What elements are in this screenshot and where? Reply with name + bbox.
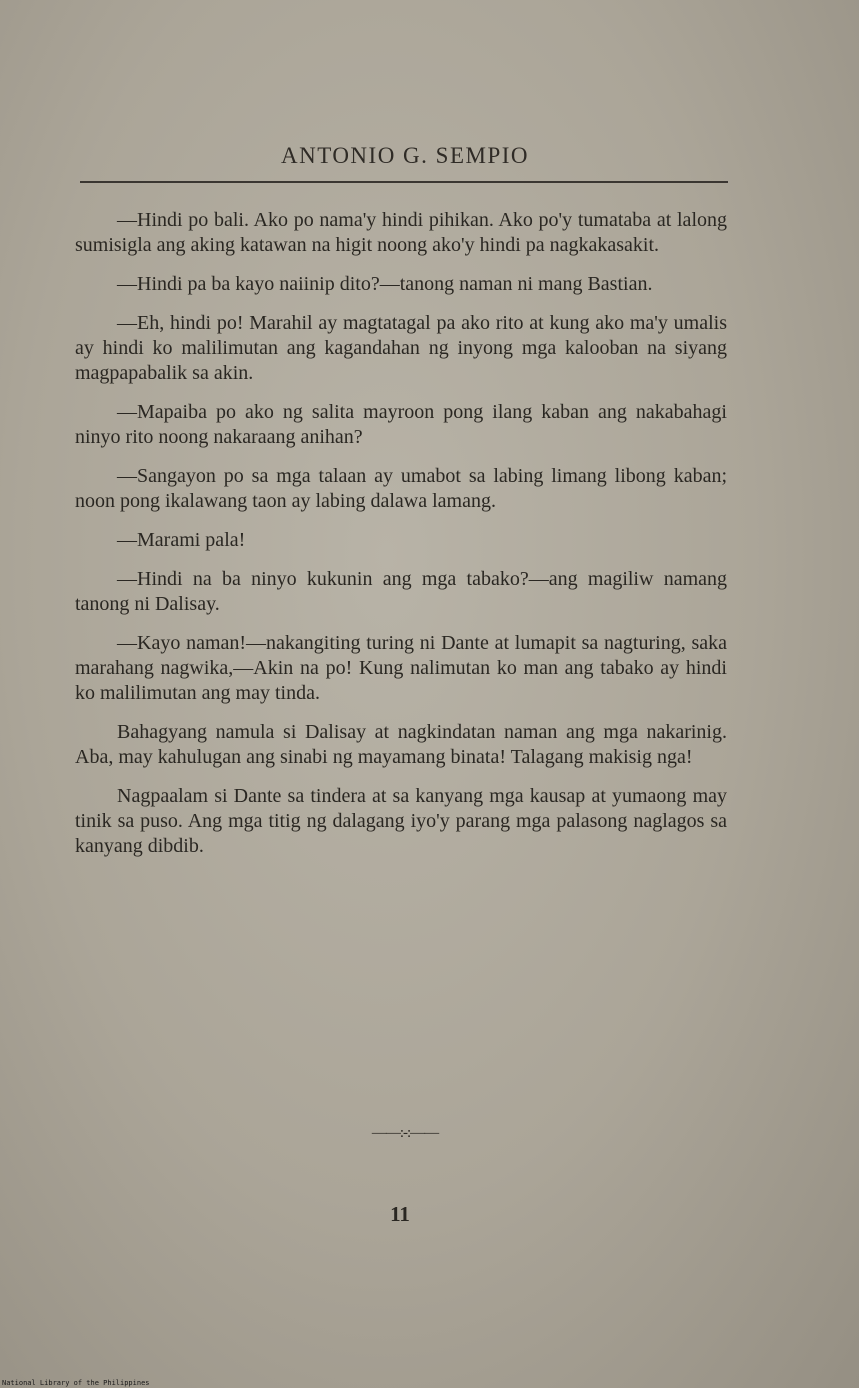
paragraph: Bahagyang namula si Dalisay at nagkindatan naman ang mga nakarinig. Aba, may kahulugan ang sinabi ng mayamang binata! Talagang makisig nga!: [75, 721, 727, 768]
paragraph: —Eh, hindi po! Marahil ay magtatagal pa ako rito at kung ako ma'y umalis ay hindi ko malilimutan ang kagandahan ng inyong mga kalooban na siyang magpapabalik sa akin.: [75, 312, 727, 384]
paragraph: —Hindi pa ba kayo naiinip dito?—tanong naman ni mang Bastian.: [117, 273, 653, 295]
paragraph: —Hindi na ba ninyo kukunin ang mga tabako?—ang magiliw namang tanong ni Dalisay.: [75, 568, 727, 615]
library-footer: National Library of the Philippines: [2, 1379, 150, 1387]
section-separator: ——:-:——: [371, 1125, 439, 1141]
body-text: [75, 208, 727, 873]
paragraph: —Marami pala!: [117, 529, 246, 551]
paragraph: —Mapaiba po ako ng salita mayroon pong ilang kaban ang nakabahagi ninyo rito noong nakaraang anihan?: [75, 401, 727, 448]
paragraph: —Hindi po bali. Ako po nama'y hindi pihikan. Ako po'y tumataba at lalong sumisigla ang aking katawan na higit noong ako'y hindi pa nagkakasakit.: [75, 209, 727, 256]
paragraph: —Sangayon po sa mga talaan ay umabot sa labing limang libong kaban; noon pong ikalawang taon ay labing dalawa lamang.: [75, 465, 727, 512]
paragraph: Nagpaalam si Dante sa tindera at sa kanyang mga kausap at yumaong may tinik sa puso. Ang mga titig ng dalagang iyo'y parang mga palasong naglagos sa kanyang dibdib.: [75, 785, 727, 857]
header-rule: [80, 181, 728, 183]
page-number: 11: [390, 1202, 410, 1226]
paragraph: —Kayo naman!—nakangiting turing ni Dante at lumapit sa nagturing, saka marahang nagwika,—Akin na po! Kung nalimutan ko man ang tabako ay hindi ko malilimutan ang may tinda.: [75, 632, 727, 704]
running-header: ANTONIO G. SEMPIO: [280, 143, 530, 168]
